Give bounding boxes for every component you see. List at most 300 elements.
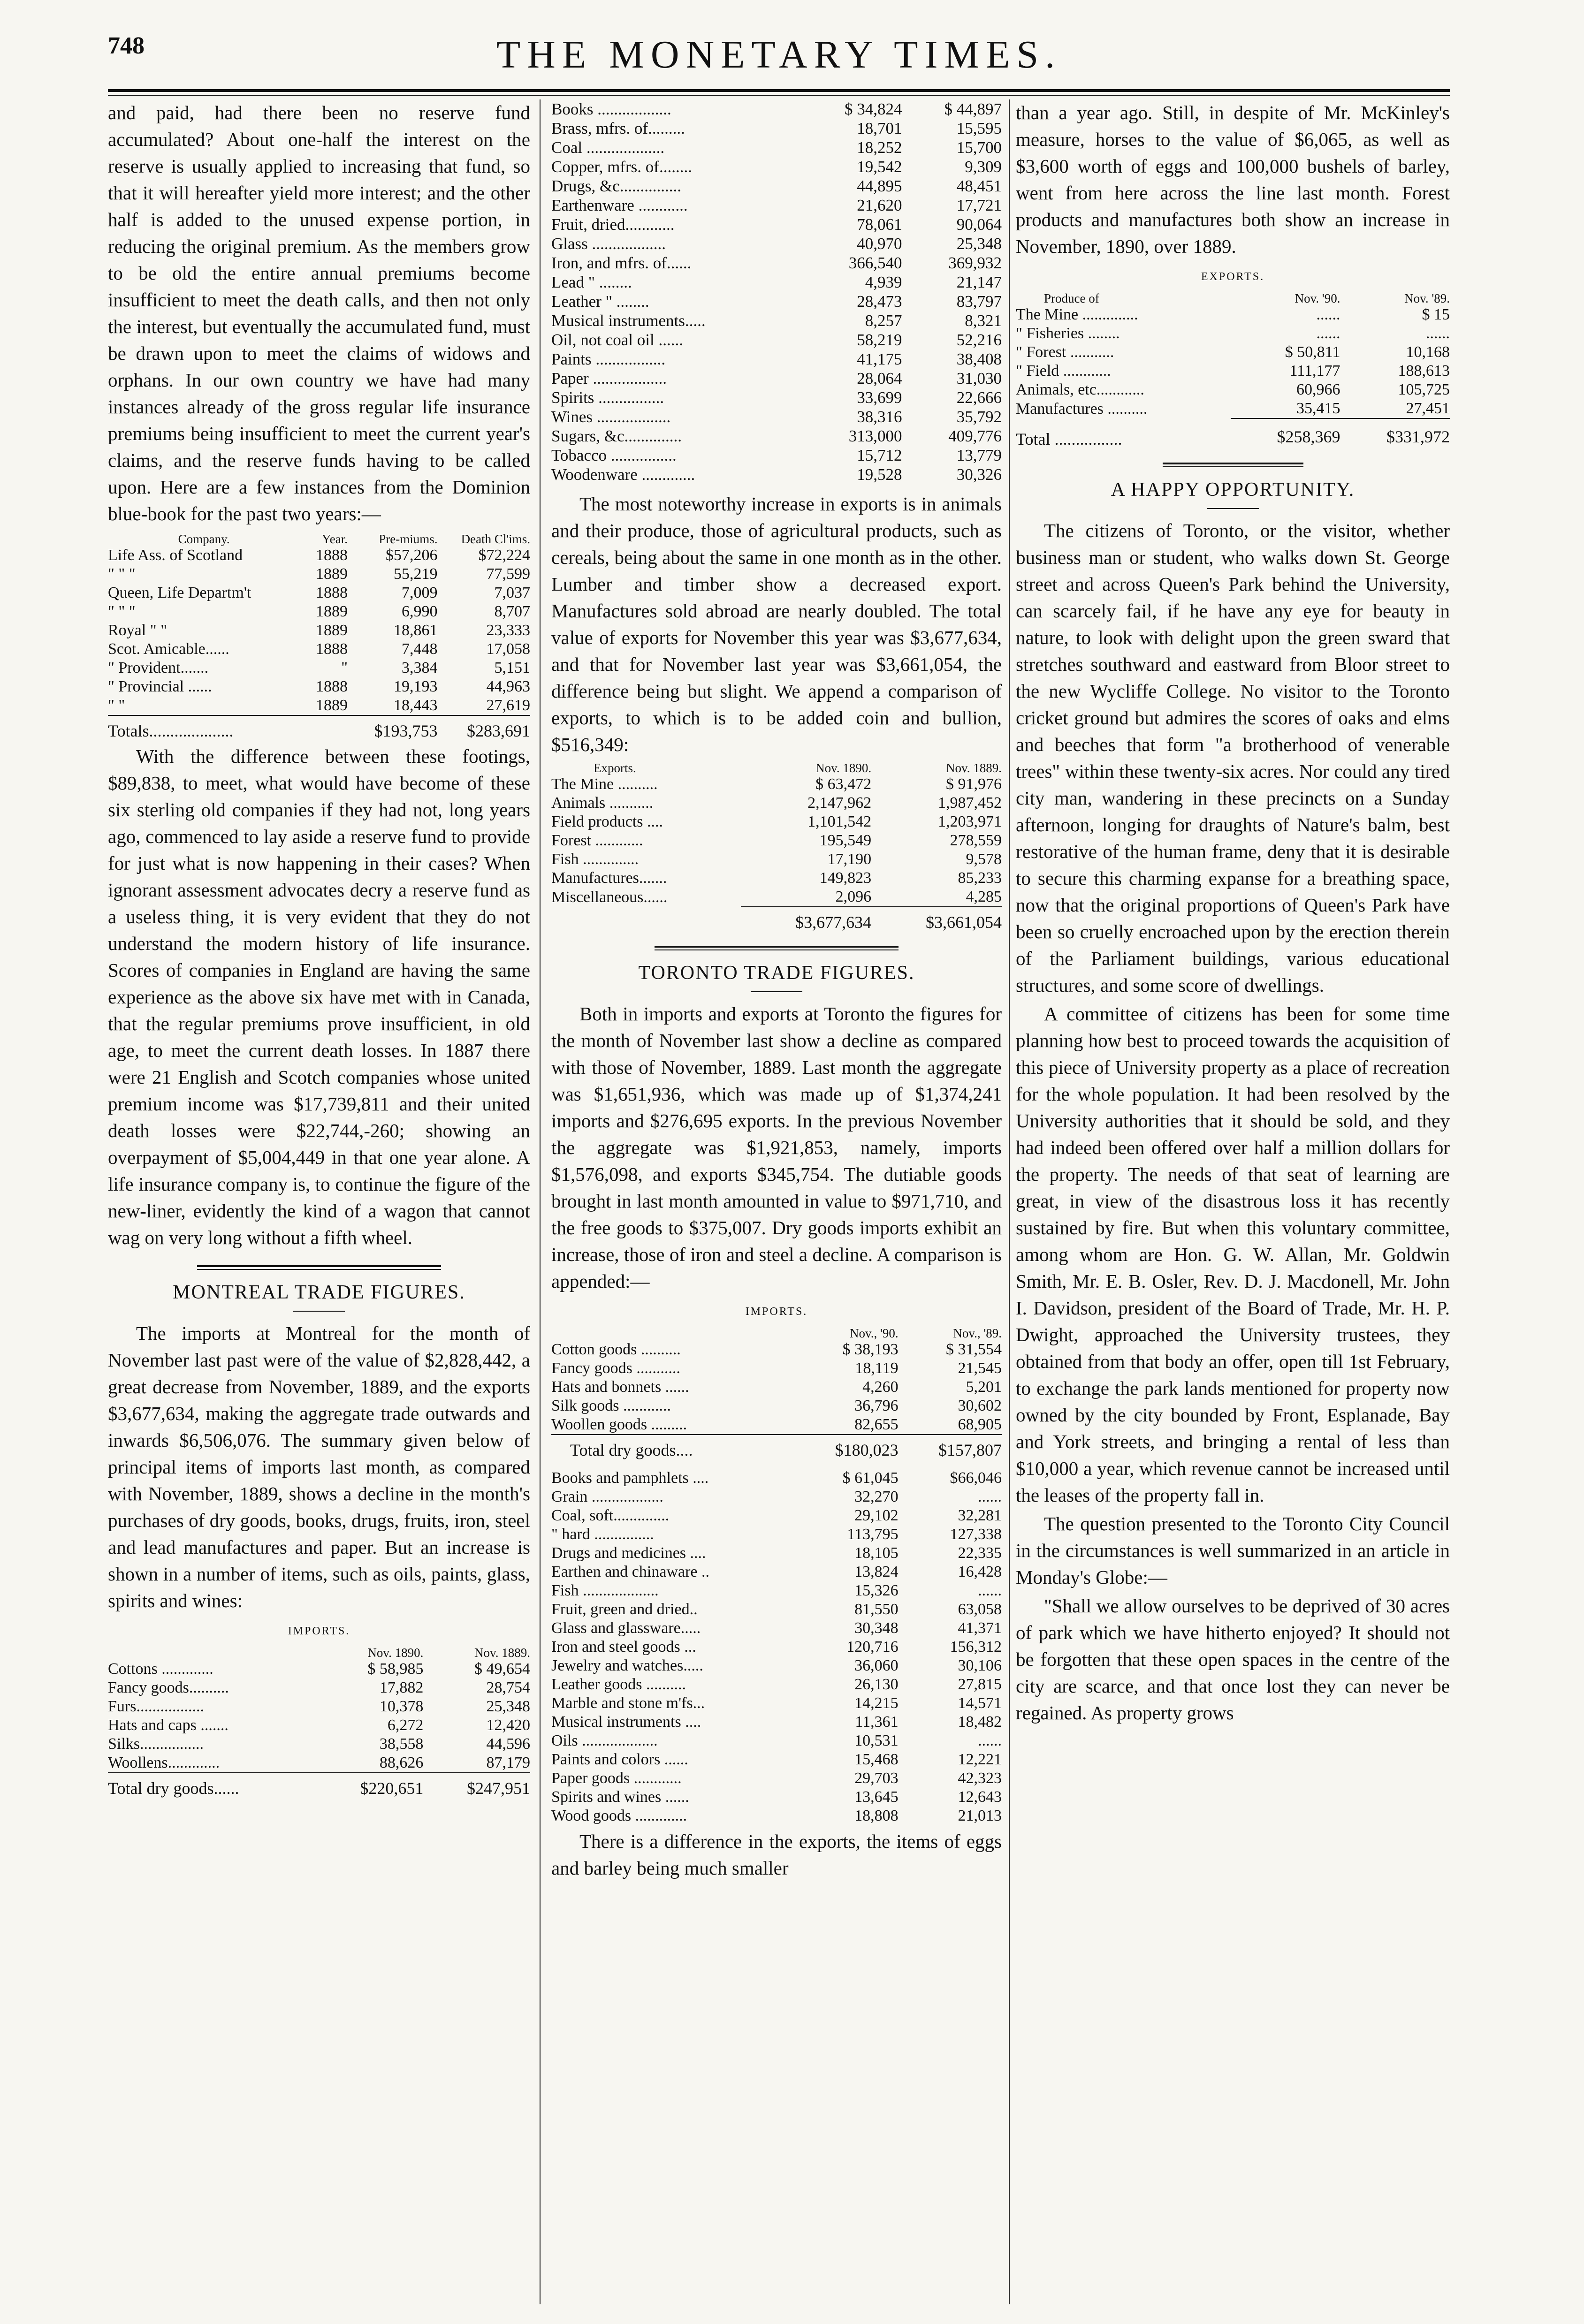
table-cell: 313,000 [848,427,902,445]
table-cell: 278,559 [950,832,1002,849]
table-cell: $247,951 [423,1773,530,1798]
table-header: Nov. 1889. [946,761,1002,775]
row-label: Sugars, &c.............. [551,427,682,445]
table-cell: $66,046 [950,1469,1002,1487]
section-rule [655,946,899,950]
table-cell: 30,348 [854,1619,899,1637]
table-cell: 21,013 [958,1807,1002,1824]
row-label: Drugs and medicines .... [551,1544,706,1562]
table-row [108,1735,530,1754]
table-cell: 17,882 [379,1679,424,1696]
table-cell: 87,179 [486,1754,530,1771]
table-header: Pre-miums. [379,532,438,546]
table-cell: 5,201 [966,1378,1002,1396]
row-label: Musical instruments..... [551,311,706,330]
table-cell: 2,096 [835,888,872,905]
table-row [108,640,530,659]
table-row [551,465,1002,484]
table-cell: 21,620 [857,196,902,214]
row-label: Oils ................... [551,1732,658,1749]
table-cell: 85,233 [958,869,1002,887]
table-row [108,546,530,565]
table-header: Nov. '90. [1295,291,1340,305]
table-row [1016,380,1450,399]
table-cell: 11,361 [855,1713,899,1731]
table-row [551,1581,1002,1600]
table-cell: $331,972 [1340,418,1450,448]
table-cell: 18,119 [855,1359,899,1377]
totals-label: Total dry goods.... [551,1435,795,1459]
table-cell: 149,823 [819,869,872,887]
row-label: " " [108,697,125,714]
table-cell: $283,691 [438,715,530,740]
row-label: Fancy goods.......... [108,1679,229,1696]
column-1 [108,99,530,2304]
table-row [1016,324,1450,343]
table-cell: 1889 [315,603,348,620]
article-paragraph: and paid, had there been no reserve fund accumulated? About one-half the interest on the reserve is usually applied to increasing that fund, so that it will hereafter yield more interest; and the other half is added to the unused expense portion, in reducing the original premium. As the members grow to be old the entire annual premiums become insufficient to meet the death calls, and then not only the interest, but eventually the accumulated fund, must be drawn upon to meet the claims of widows and orphans. In our own country we have had many instances already of the gross regular life insurance premiums being insufficient to meet the current year's claims, and the reserve funds having to be called upon. Here are a few instances from the Dominion blue-book for the past two years:— [108,102,530,524]
table-cell: 68,905 [958,1416,1002,1433]
table-cell: 30,106 [958,1657,1002,1674]
table-row [551,330,1002,349]
table-cell: $ 49,654 [474,1660,530,1678]
article-paragraph: With the difference between these footings, $89,838, to meet, what would have become of these six sterling old companies if they had not, long years ago, commenced to lay aside a reserve fund to provide for just what is now happening in their cases? When ignorant assessment advocates decry a reserve fund as a useless thing, it is very evident that they do not understand the modern history of life insurance. Scores of companies in England are having the same experience as the above six have met with in Canada, that the regular premiums prove insufficient, in old age, to meet the current death losses. In 1887 there were 21 English and Scotch companies whose united premium income was $17,739,811 and their united death losses were $22,744,-260; showing an overpayment of $5,004,449 in that one year alone. A life insurance company is, to continue the figure of the new-liner, evidently the kind of a wagon that cannot wag on very long without a fifth wheel. [108,745,530,1248]
table-header: Exports. [594,761,636,775]
table-cell: 36,060 [854,1657,899,1674]
totals-label: Totals.................... [108,715,300,740]
table-row [551,888,1002,907]
table-cell: 113,795 [847,1526,899,1543]
row-label: Field products .... [551,813,663,830]
row-label: Hats and caps ....... [108,1716,228,1734]
table-cell: 1889 [315,565,348,583]
table-cell: 369,932 [948,254,1002,272]
row-label: Wood goods ............. [551,1807,687,1824]
row-label: Woollens............. [108,1754,220,1771]
table-cell: 15,595 [956,119,1002,137]
table-row [551,850,1002,869]
table-cell: 55,219 [394,565,438,583]
table-row [551,1732,1002,1750]
table-row [551,369,1002,388]
table-cell: $ 44,897 [944,100,1002,118]
table-row [551,215,1002,234]
row-label: " " " [108,565,136,583]
table-cell: $193,753 [348,715,438,740]
section-heading: TORONTO TRADE FIGURES. [638,962,915,984]
table-cell: 13,824 [854,1563,899,1580]
table-cell: 36,796 [854,1397,899,1414]
table-row [551,1359,1002,1378]
table-cell: $ 50,811 [1285,343,1340,361]
table-cell: 22,666 [956,388,1002,407]
table-row [551,1488,1002,1506]
table-row [551,831,1002,850]
table-row [551,869,1002,888]
table-row [108,602,530,621]
table-cell: 9,578 [966,851,1002,868]
row-label: Paints ................. [551,350,666,368]
table-cell: 13,779 [956,446,1002,464]
table-cell: 28,473 [857,292,902,311]
table-row [551,1619,1002,1638]
table-row [551,176,1002,196]
toronto-exports-table [1016,291,1450,448]
table-cell: 41,371 [958,1619,1002,1637]
table-row [551,1638,1002,1656]
row-label: Books and pamphlets .... [551,1469,709,1487]
table-cell: 4,260 [862,1378,899,1396]
table-cell: 28,064 [857,369,902,387]
table-cell: 35,415 [1296,400,1340,417]
heading-rule [751,991,802,992]
table-row [551,1415,1002,1435]
table-row [108,1678,530,1697]
table-cell: 44,596 [486,1735,530,1753]
row-label: Life Ass. of Scotland [108,547,243,564]
table-cell: 32,281 [958,1507,1002,1524]
row-label: Spirits and wines ...... [551,1788,689,1806]
section-heading: MONTREAL TRADE FIGURES. [173,1282,465,1303]
table-cell: 15,712 [857,446,902,464]
table-cell: $220,651 [317,1773,424,1798]
table-cell: 29,703 [854,1770,899,1787]
table-cell: 77,599 [486,565,530,583]
table-cell: $57,206 [386,547,438,564]
table-cell: 12,420 [486,1716,530,1734]
table-cell: 19,542 [857,158,902,176]
table-cell: 10,378 [379,1698,424,1715]
table-header: Nov. 1890. [367,1646,424,1660]
table-cell: 409,776 [948,427,1002,445]
table-cell: 120,716 [846,1638,899,1656]
table-cell: 63,058 [958,1601,1002,1618]
table-cell: 88,626 [379,1754,424,1771]
table-row [108,677,530,696]
table-cell: 1888 [315,584,348,601]
header-rule [108,89,1450,96]
table-header: Company. [178,532,230,546]
row-label: Brass, mfrs. of......... [551,119,685,137]
table-cell: 4,939 [865,273,902,291]
table-row [551,1769,1002,1788]
row-label: Silks................ [108,1735,204,1753]
table-row [551,138,1002,157]
table-row [551,157,1002,176]
row-label: Coal, soft.............. [551,1507,670,1524]
totals-label: Total dry goods...... [108,1773,317,1798]
totals-label: Total ................ [1016,430,1122,448]
row-label: Oil, not coal oil ...... [551,331,683,349]
row-label: " Forest ........... [1016,343,1114,361]
table-cell: 41,175 [857,350,902,368]
row-label: Scot. Amicable...... [108,640,229,658]
row-label: Musical instruments .... [551,1713,701,1731]
table-cell: $ 63,472 [815,775,872,793]
table-cell: 6,990 [402,603,438,620]
table-cell: 83,797 [956,292,1002,311]
table-row [108,659,530,677]
table-cell: 21,147 [956,273,1002,291]
table-cell: 40,970 [857,235,902,253]
table-cell: 15,468 [854,1751,899,1768]
table-title: IMPORTS. [288,1625,350,1637]
table-header: Nov., '89. [953,1326,1002,1340]
row-label: Iron, and mfrs. of...... [551,254,692,272]
table-header: Nov., '90. [850,1326,899,1340]
row-label: Earthen and chinaware .. [551,1563,709,1580]
table-cell: 19,193 [394,678,438,695]
table-cell: 14,571 [958,1694,1002,1712]
table-cell: 27,451 [1406,400,1450,417]
table-cell: $ 34,824 [845,100,902,118]
montreal-imports-table [108,1646,530,1798]
row-label: Glass .................. [551,235,666,253]
table-row [551,1694,1002,1713]
table-cell: 32,270 [854,1488,899,1505]
table-row [108,1716,530,1735]
article-paragraph: "Shall we allow ourselves to be deprived of 30 acres of park which we have hitherto enjoyed? It should not be forgotten that these open spaces in the centre of the city are scarce, and that once lost they can never be regained. As property grows [1016,1595,1450,1724]
table-title: IMPORTS. [745,1306,808,1318]
table-row [551,1675,1002,1694]
row-label: Miscellaneous...... [551,888,668,906]
table-cell: 27,815 [958,1676,1002,1693]
table-row [1016,343,1450,362]
table-header: Produce of [1044,291,1099,305]
row-label: Manufactures .......... [1016,400,1148,418]
row-label: Paper goods ............ [551,1770,682,1787]
table-cell: 28,754 [486,1679,530,1696]
table-cell: 25,348 [486,1698,530,1715]
table-cell: 33,699 [857,388,902,407]
table-cell: 18,443 [394,697,438,714]
table-cell: 22,335 [958,1544,1002,1562]
row-label: " Fisheries ........ [1016,325,1120,342]
row-label: The Mine .............. [1016,306,1138,323]
table-row [551,1600,1002,1619]
toronto-imports-table [551,1326,1002,1825]
section-rule [1163,463,1303,467]
table-cell: $ 91,976 [946,775,1002,793]
table-cell: 8,257 [865,311,902,330]
table-cell: 1889 [315,622,348,639]
table-cell: 81,550 [854,1601,899,1618]
table-cell: $180,023 [795,1435,898,1459]
table-cell: 18,808 [854,1807,899,1824]
table-row [551,311,1002,330]
table-cell: 7,009 [402,584,438,601]
table-row [551,99,1002,119]
table-cell: 156,312 [950,1638,1002,1656]
article-paragraph: The citizens of Toronto, or the visitor, whether business man or student, who walks down St. George street and across Queen's Park behind the University, can scarcely fail, if he have any eye for beauty in nature, to look with delight upon the green sward that stretches southward and eastward from Bloor street to the new Wycliffe College. No visitor to the Toronto cricket ground but admires the scores of oaks and elms and beeches that form "a brotherhood of venerable trees" within these twenty-six acres. Nor could any tired city man, wandering in these precincts on a Sunday afternoon, longing for draughts of Nature's balm, best restorative of the human frame, deny that it is desirable to secure this charming expanse for a breathing space, now that the original proportions of Queen's Park have been so cruelly encroached upon by the erection therein of the Parliament buildings, various educational structures, and some score of dwellings. [1016,520,1450,996]
row-label: Grain .................. [551,1488,663,1505]
column-3 [1016,99,1450,2304]
row-label: Silk goods ............ [551,1397,671,1414]
article-paragraph: The question presented to the Toronto City Council in the circumstances is well summarized in an article in Monday's Globe:— [1016,1513,1450,1588]
table-cell: 188,613 [1398,362,1450,380]
table-cell: 4,285 [966,888,1002,905]
table-cell: 90,064 [956,215,1002,234]
table-row [551,1525,1002,1544]
table-cell: 82,655 [854,1416,899,1433]
table-row [551,1807,1002,1825]
table-cell: 29,102 [854,1507,899,1524]
table-cell: 38,558 [379,1735,424,1753]
table-cell: 38,408 [956,350,1002,368]
table-cell: 21,545 [958,1359,1002,1377]
table-cell: 23,333 [486,622,530,639]
row-label: Animals ........... [551,794,654,812]
row-label: Jewelry and watches..... [551,1657,703,1674]
article-paragraph: A committee of citizens has been for some time planning how best to proceed towards the acquisition of this piece of University property as a place of recreation for the whole population. It had been resolved by the University authorities that it should be sold, and they had indeed been offered over half a million dollars for the property. The needs of that seat of learning are great, in view of the disastrous loss it has recently sustained by fire. But when this voluntary committee, among whom are Hon. G. W. Allan, Mr. Goldwin Smith, Mr. E. B. Osler, Rev. D. J. Macdonell, Mr. John I. Davidson, president of the Board of Trade, Mr. H. P. Dwight, approached the University trustees, they obtained from that body an offer, open till 1st February, to exchange the park lands mentioned for property now owned by the city bounded by Front, Esplanade, Bay and York streets, and bringing a rental of less than $10,000 a year, which revenue cannot be increased until the leases of the property fall in. [1016,1003,1450,1506]
table-cell: 1,203,971 [938,813,1002,830]
column-divider [540,99,541,2304]
row-label: Fish ................... [551,1582,659,1599]
table-row [551,119,1002,138]
table-row [551,234,1002,253]
table-cell: 9,309 [965,158,1002,176]
row-label: Paints and colors ...... [551,1751,688,1768]
table-row [551,1378,1002,1397]
table-cell: $3,677,634 [741,907,871,932]
table-cell: 19,528 [857,465,902,484]
row-label: Cotton goods .......... [551,1341,681,1358]
row-label: Books .................. [551,100,671,118]
montreal-exports-table [551,761,1002,932]
table-cell: 35,792 [956,408,1002,426]
table-row [551,446,1002,465]
masthead-title: THE MONETARY TIMES. [496,33,1062,76]
article-paragraph: There is a difference in the exports, the items of eggs and barley being much smaller [551,1830,1002,1879]
row-label: Marble and stone m'fs... [551,1694,705,1712]
table-cell: 18,252 [857,138,902,157]
column-divider [1009,99,1010,2304]
table-cell: ...... [1316,325,1340,342]
table-cell: 10,531 [854,1732,899,1749]
row-label: Woodenware ............. [551,465,695,484]
row-label: Fruit, green and dried.. [551,1601,698,1618]
table-cell: ...... [978,1582,1002,1599]
heading-rule [1207,508,1259,509]
table-cell: $ 61,045 [842,1469,899,1487]
table-row [551,1340,1002,1359]
row-label: Hats and bonnets ...... [551,1378,689,1396]
table-row [551,253,1002,273]
table-cell: $ 58,985 [367,1660,424,1678]
article-paragraph: Both in imports and exports at Toronto the figures for the month of November last show a decline as compared with those of November, 1889. Last month the aggregate was $1,651,936, which was made up of $1,374,241 imports and $276,695 exports. In the previous November the aggregate was $1,921,853, namely, imports $1,576,098, and exports $345,754. The dutiable goods brought in last month amounted in value to $971,710, and the free goods to $375,007. Dry goods imports exhibit an increase, those of iron and steel a decline. A comparison is appended:— [551,1003,1002,1292]
table-cell: 58,219 [857,331,902,349]
table-cell: 10,168 [1406,343,1450,361]
table-cell: 60,966 [1296,381,1340,398]
row-label: Cottons ............. [108,1660,213,1678]
table-row [551,273,1002,292]
table-cell: 15,326 [854,1582,899,1599]
column-2 [551,99,1002,2304]
row-label: Woollen goods ......... [551,1416,687,1433]
row-label: Lead " ........ [551,273,632,291]
table-cell: 18,701 [857,119,902,137]
row-label: " hard ............... [551,1526,654,1543]
table-row [551,1656,1002,1675]
table-row [551,1544,1002,1563]
page-header [108,27,1450,79]
section-heading: A HAPPY OPPORTUNITY. [1111,479,1355,501]
table-row [551,196,1002,215]
table-header: Nov. '89. [1404,291,1450,305]
table-cell: $3,661,054 [871,907,1002,932]
table-cell: 42,323 [958,1770,1002,1787]
blue-book-table [108,532,530,740]
table-row [108,584,530,602]
row-label: Leather " ........ [551,292,649,311]
table-cell: ...... [1426,325,1450,342]
table-cell: 12,221 [958,1751,1002,1768]
table-cell: 27,619 [486,697,530,714]
table-row [551,1750,1002,1769]
table-cell: 5,151 [494,659,530,676]
article-paragraph: The most noteworthy increase in exports is in animals and their produce, those of agricultural products, such as cereals, being about the same in one month as in the other. Lumber and timber show a decreased export. Manufactures sold abroad are nearly doubled. The total value of exports for November this year was $3,677,634, and that for November last year was $3,661,054, the difference being but slight. We append a comparison of exports, to which is to be added coin and bullion, $516,349: [551,493,1002,755]
table-cell: 15,700 [956,138,1002,157]
row-label: " Field ............ [1016,362,1111,380]
table-cell: 1,987,452 [938,794,1002,812]
row-label: Furs................. [108,1698,204,1715]
table-cell: 16,428 [958,1563,1002,1580]
row-label: Coal ................... [551,138,665,157]
table-row [1016,305,1450,324]
table-row [551,1469,1002,1488]
table-cell: 52,216 [956,331,1002,349]
table-cell: 127,338 [950,1526,1002,1543]
table-cell: ...... [978,1488,1002,1505]
table-cell: $ 15 [1422,306,1450,323]
table-cell: $258,369 [1231,418,1340,448]
section-rule [197,1265,441,1270]
table-cell: 18,861 [394,622,438,639]
row-label: Fish .............. [551,851,639,868]
table-cell: 25,348 [956,235,1002,253]
table-row [108,565,530,584]
row-label: Leather goods .......... [551,1676,686,1693]
table-row [551,292,1002,311]
heading-rule [293,1311,345,1312]
table-cell: 1,101,542 [807,813,872,830]
table-cell: 7,037 [494,584,530,601]
table-cell: 44,963 [486,678,530,695]
table-cell: 6,272 [387,1716,424,1734]
row-label: Earthenware ............ [551,196,688,214]
table-row [108,1660,530,1678]
table-cell: 31,030 [956,369,1002,387]
table-cell: 38,316 [857,408,902,426]
row-label: Glass and glassware..... [551,1619,701,1637]
table-row [108,1754,530,1773]
table-row [551,775,1002,794]
row-label: " Provident....... [108,659,209,676]
table-row [551,794,1002,813]
table-row [551,1506,1002,1525]
montreal-imports-continued-table [551,99,1002,484]
table-cell: 2,147,962 [807,794,872,812]
table-cell: 18,482 [958,1713,1002,1731]
table-cell: 8,707 [494,603,530,620]
table-row [108,1697,530,1716]
table-cell: 30,326 [956,465,1002,484]
table-cell: 12,643 [958,1788,1002,1806]
table-cell: 18,105 [854,1544,899,1562]
table-cell: 17,190 [827,851,872,868]
table-cell: 13,645 [854,1788,899,1806]
table-cell: $72,224 [478,547,530,564]
